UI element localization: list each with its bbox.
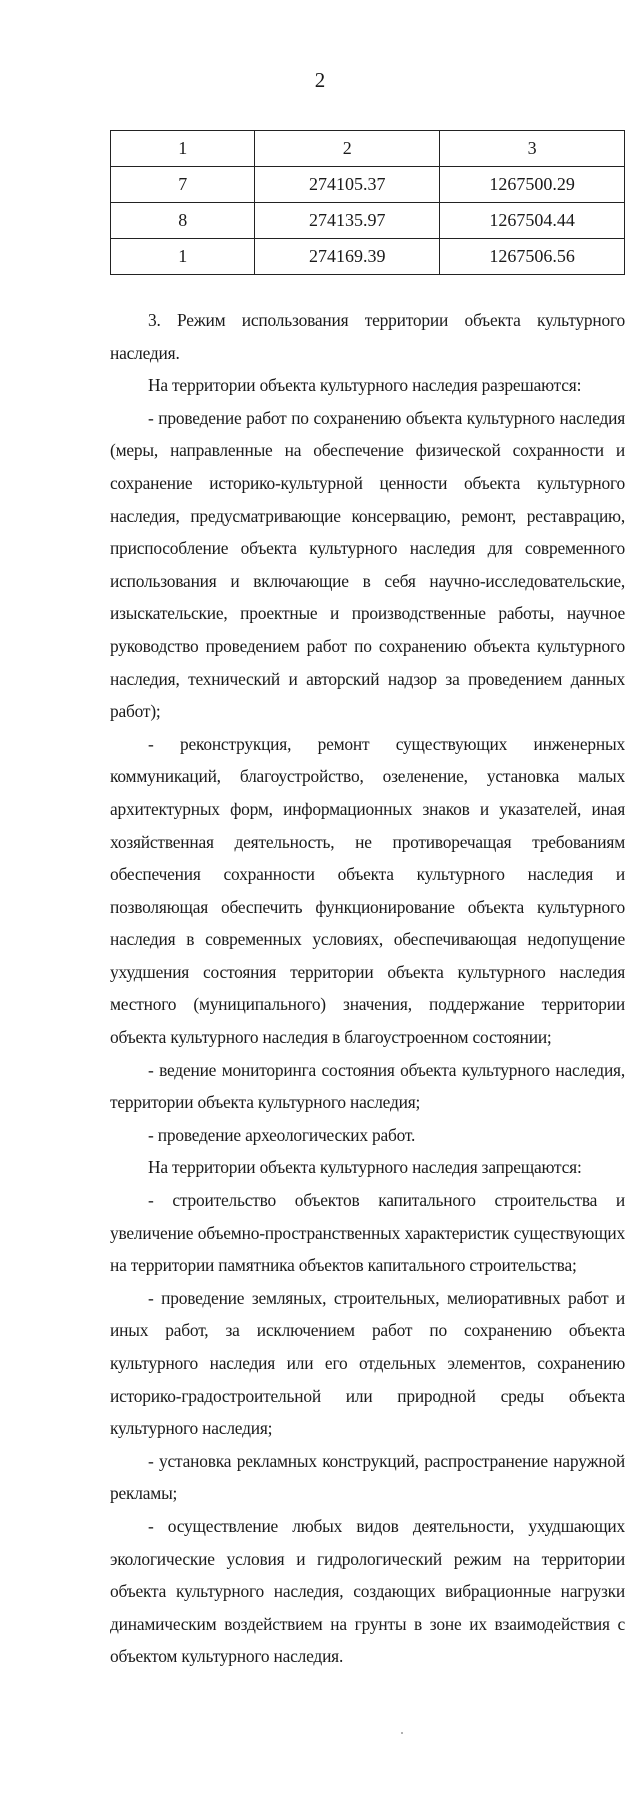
table-cell: 2 xyxy=(255,131,440,167)
scan-speck xyxy=(401,1732,403,1734)
forbidden-item: - строительство объектов капитального строительства и увеличение объемно-пространственных характеристик существующих на территории памятника объектов капитального строительства; xyxy=(110,1190,625,1276)
table-header-row xyxy=(111,131,625,167)
table-cell: 1267504.44 xyxy=(440,203,625,239)
table-cell: 274105.37 xyxy=(255,167,440,203)
table-cell: 1 xyxy=(111,131,255,167)
forbidden-intro: На территории объекта культурного наследия запрещаются: xyxy=(148,1157,582,1178)
allowed-item: - проведение работ по сохранению объекта культурного наследия (меры, направленные на обеспечение физической сохранности и сохранение историко-культурной ценности объекта культурного наследия, предусматривающие консервацию, ремонт, реставрацию, приспособление объекта культурного наследия для современного использования и включающие в себя научно-исследовательские, изыскательские, проектные и производственные работы, научное руководство проведением работ по сохранению объекта культурного наследия, технический и авторский надзор за проведением данных работ); xyxy=(110,407,625,722)
page-number: 2 xyxy=(314,68,326,92)
table-cell: 1267500.29 xyxy=(440,167,625,203)
allowed-intro: На территории объекта культурного наследия разрешаются: xyxy=(148,375,582,396)
document-body xyxy=(110,304,625,1673)
forbidden-item: - установка рекламных конструкций, распространение наружной рекламы; xyxy=(110,1450,625,1504)
allowed-item: - реконструкция, ремонт существующих инженерных коммуникаций, благоустройство, озеленение, установка малых архитектурных форм, информационных знаков и указателей, иная хозяйственная деятельность, не противоречащая требованиям обеспечения сохранности объекта культурного наследия и позволяющая обеспечить функционирование объекта культурного наследия в современных условиях, обеспечивающая недопущение ухудшения состояния территории объекта культурного наследия местного (муниципального) значения, поддержание территории объекта культурного наследия в благоустроенном состоянии; xyxy=(110,733,625,1048)
table-cell: 7 xyxy=(111,167,255,203)
table-row xyxy=(111,239,625,275)
table-cell: 274169.39 xyxy=(255,239,440,275)
table-cell: 1 xyxy=(111,239,255,275)
table-cell: 3 xyxy=(440,131,625,167)
coordinates-table xyxy=(110,130,625,275)
allowed-item: - проведение археологических работ. xyxy=(148,1124,416,1145)
section-title: 3. Режим использования территории объекта культурного наследия. xyxy=(110,310,625,363)
allowed-item: - ведение мониторинга состояния объекта культурного наследия, территории объекта культурного наследия; xyxy=(110,1059,625,1113)
table-cell: 274135.97 xyxy=(255,203,440,239)
forbidden-item: - проведение земляных, строительных, мелиоративных работ и иных работ, за исключением работ по сохранению объекта культурного наследия или его отдельных элементов, сохранению историко-градостроительной или природной среды объекта культурного наследия; xyxy=(110,1287,625,1439)
table-cell: 1267506.56 xyxy=(440,239,625,275)
table-row xyxy=(111,167,625,203)
table-row xyxy=(111,203,625,239)
forbidden-item: - осуществление любых видов деятельности, ухудшающих экологические условия и гидрологический режим на территории объекта культурного наследия, создающих вибрационные нагрузки динамическим воздействием на грунты в зоне их взаимодействия с объектом культурного наследия. xyxy=(110,1515,625,1667)
table-cell: 8 xyxy=(111,203,255,239)
